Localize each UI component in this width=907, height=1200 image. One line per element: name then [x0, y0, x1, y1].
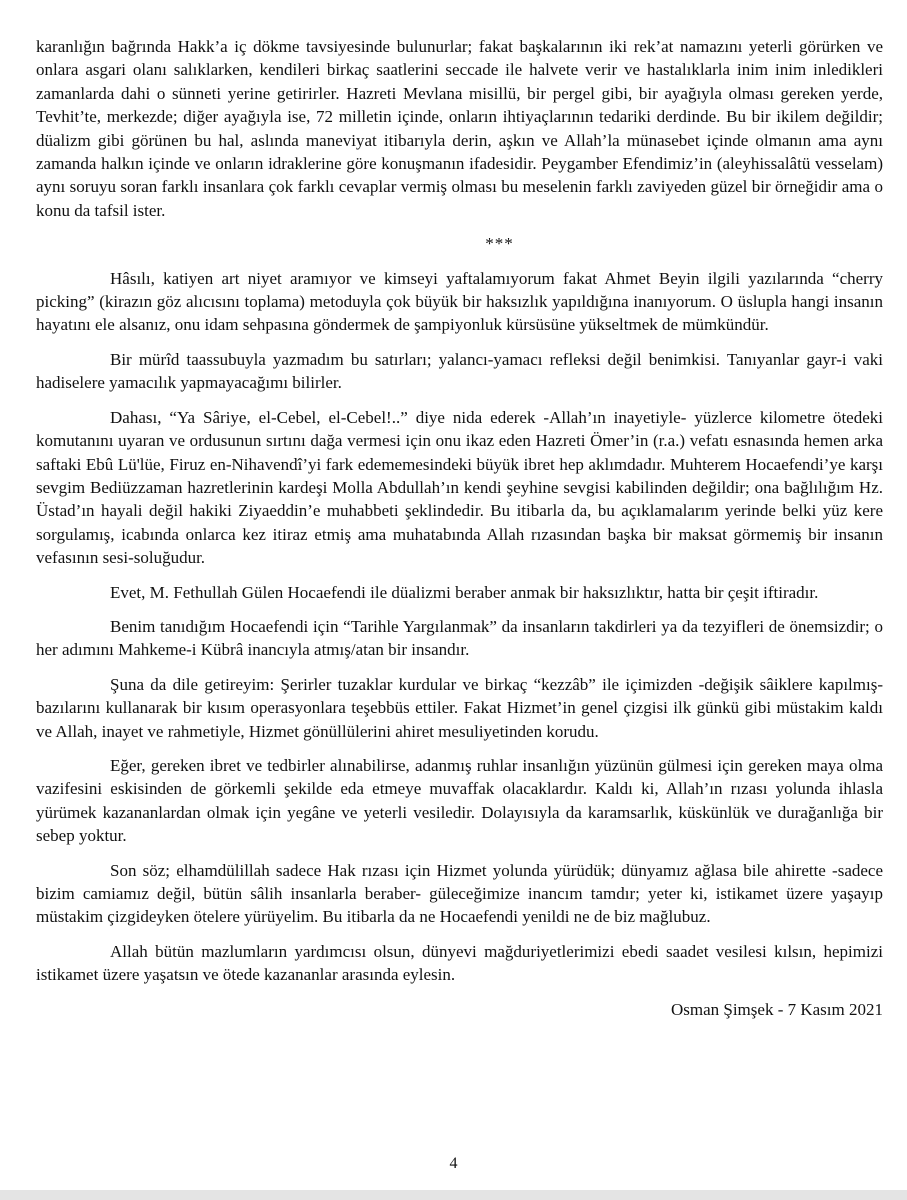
section-separator: ***	[485, 234, 514, 254]
paragraph-continuation: karanlığın bağrında Hakk’a iç dökme tavsiyesinde bulunurlar; fakat başkalarının iki rek’at namazını yeterli görürken ve onlara asgari olanı salıklarken, kendileri birkaç saatlerini seccade ile halvete verir ve hastalıklarla inim inim inledikleri zamanlarda dahi o sünneti yerine getirirler. Hazreti Mevlana misillü, bir pergel gibi, bir ayağıyla olması gereken yerde, Tevhit’te, merkezde; diğer ayağıyla ise, 72 milletin içinde, onların ihtiyaçlarının tedariki derdinde. Bu bir ikilem değildir; düalizm gibi görünen bu hal, aslında maneviyat itibarıyla derin, aşkın ve Allah’la münasebet içinde olmanın ama aynı zamanda halkın içinde ve onların idraklerine göre konuşmanın ifadesidir. Peygamber Efendimiz’in (aleyhissalâtü vesselam) aynı soruyu soran farklı insanlara çok farklı cevaplar vermiş olması bu meselenin farklı zaviyeden güzel bir örneğidir ama o konu da tafsil ister.	[36, 37, 883, 220]
paragraph: Eğer, gereken ibret ve tedbirler alınabilirse, adanmış ruhlar insanlığın yüzünün gülmesi için gereken maya olma vazifesini eskisinden de görkemli şekilde eda etmeye muvaffak olacaklardır. Kaldı ki, Allah’ın rızası yolunda ihlasla yürümek kazananlardan olmak için yegâne ve yeterli vesiledir. Dolayısıyla da karamsarlık, küskünlük ve durağanlığa bir sebep yoktur.	[36, 755, 883, 846]
author-signature: Osman Şimşek - 7 Kasım 2021	[670, 999, 883, 1019]
paragraph: Son söz; elhamdülillah sadece Hak rızası için Hizmet yolunda yürüdük; dünyamız ağlasa bile ahirette -sadece bizim camiamız değil, bütün sâlih insanlarla beraber- güleceğimize inancım tamdır; yeter ki, istikamet üzere yaşayıp müstakim çizgideyken ötelere yürüyelim. Bu itibarla da ne Hocaefendi yenildi ne de biz mağlubuz.	[36, 860, 883, 927]
paragraph: Bir mürîd taassubuyla yazmadım bu satırları; yalancı-yamacı refleksi değil benimkisi. Tanıyanlar gayr-i vaki hadiselere yamacılık yapmayacağımı bilirler.	[36, 349, 883, 393]
paragraph: Allah bütün mazlumların yardımcısı olsun, dünyevi mağduriyetlerimizi ebedi saadet vesilesi kılsın, hepimizi istikamet üzere yaşatsın ve ötede kazananlar arasında eylesin.	[36, 941, 883, 985]
paragraph: Şuna da dile getireyim: Şerirler tuzaklar kurdular ve birkaç “kezzâb” ile içimizden -değişik sâiklere kapılmış- bazılarını kullanarak bir kısım operasyonlara teşebbüs ettiler. Fakat Hizmet’in genel çizgisi ilk günkü gibi müstakim kaldı ve Allah, inayet ve rahmetiyle, Hizmet gönüllülerini ahiret mesuliyetinden korudu.	[36, 674, 883, 741]
paragraph: Dahası, “Ya Sâriye, el-Cebel, el-Cebel!..” diye nida ederek -Allah’ın inayetiyle- yüzlerce kilometre ötedeki komutanını uyaran ve ordusunun sırtını dağa vermesi için onu ikaz eden Hazreti Ömer’in (r.a.) vefatı esnasında hemen arka saftaki Ebû Lü'lüe, Firuz en-Nihavendî’yi fark edememesindeki büyük ibret hep aklımdadır. Muhterem Hocaefendi’ye karşı sevgim Bediüzzaman hazretlerinin kardeşi Molla Abdullah’ın kendi şeyhine sevgisi kabilinden değildir; ona bağlılığım Hz. Üstad’ın hayali değil hakiki Ziyaeddin’e muhabbeti şeklindedir. Bu itibarla da, bu açıklamalarım yerinde belki yüz kere sorgulamış, icabında onlarca kez itiraz etmiş ama muhatabında Allah rızasından başka bir maksat görmemiş bir insanın vefasının sesi-soluğudur.	[36, 407, 883, 568]
paragraph: Evet, M. Fethullah Gülen Hocaefendi ile düalizmi beraber anmak bir haksızlıktır, hatta bir çeşit iftiradır.	[110, 582, 819, 602]
body-text	[36, 35, 883, 1021]
paragraph: Benim tanıdığım Hocaefendi için “Tarihle Yargılanmak” da insanların takdirleri ya da tezyifleri de önemsizdir; o her adımını Mahkeme-i Kübrâ inancıyla atmış/atan bir insandır.	[36, 616, 883, 660]
paragraph: Hâsılı, katiyen art niyet aramıyor ve kimseyi yaftalamıyorum fakat Ahmet Beyin ilgili yazılarında “cherry picking” (kirazın göz alıcısını toplama) metoduyla çok büyük bir haksızlık yapıldığına inanıyorum. O üslupla hangi insanın hayatını ele alsanız, onu idam sehpasına göndermek de şampiyonluk kürsüsüne yükseltmek de mümkündür.	[36, 268, 883, 335]
page-bottom-edge	[0, 1190, 907, 1200]
page-number: 4	[449, 1155, 458, 1172]
